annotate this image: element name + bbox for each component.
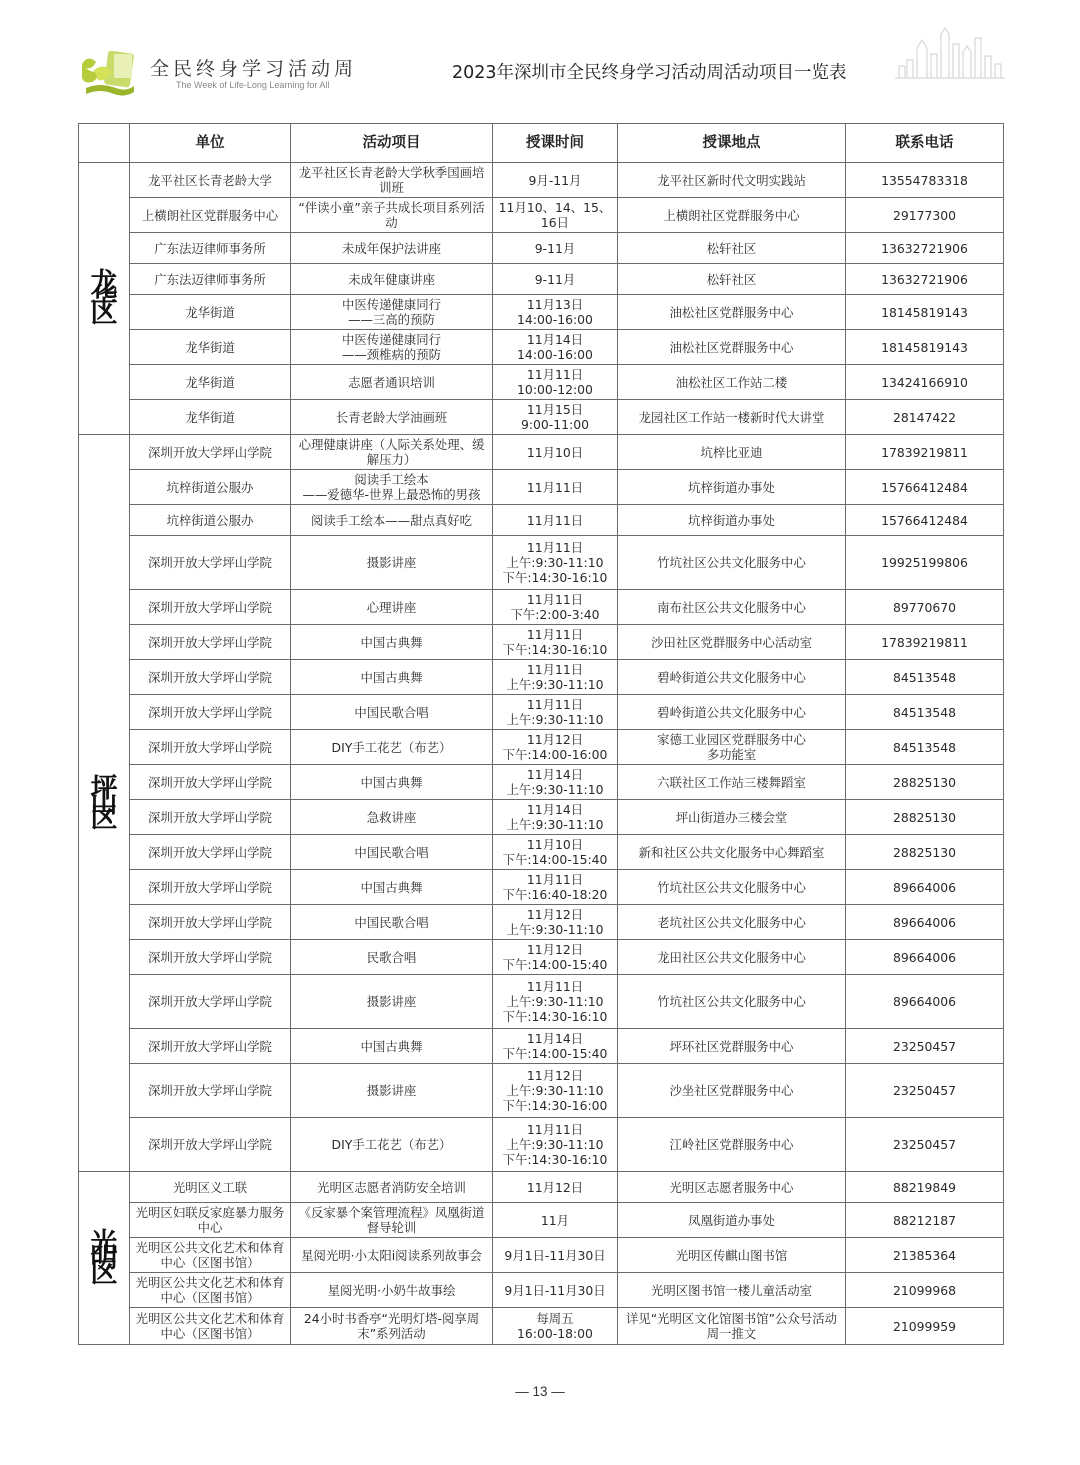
header-time: 授课时间 (493, 124, 618, 163)
cell-phone: 84513548 (846, 660, 1004, 695)
cell-unit: 坑梓街道公服办 (130, 470, 291, 505)
cell-place: 竹坑社区公共文化服务中心 (618, 870, 846, 905)
cell-phone: 13632721906 (846, 264, 1004, 295)
cell-activity: 心理讲座 (291, 590, 493, 625)
cell-phone: 13424166910 (846, 365, 1004, 400)
cell-time: 11月12日 上午:9:30-11:10 (493, 905, 618, 940)
table-row (79, 1118, 1004, 1172)
header-district (79, 124, 130, 163)
cell-time: 9月1日-11月30日 (493, 1238, 618, 1273)
cell-activity: 中国古典舞 (291, 1029, 493, 1064)
brand-english-subtitle: The Week of Life-Long Learning for All (176, 80, 330, 90)
cell-unit: 深圳开放大学坪山学院 (130, 870, 291, 905)
table-row (79, 1273, 1004, 1308)
cell-place: 竹坑社区公共文化服务中心 (618, 536, 846, 590)
cell-phone: 89664006 (846, 870, 1004, 905)
cell-place: 龙园社区工作站一楼新时代大讲堂 (618, 400, 846, 435)
cell-phone: 23250457 (846, 1118, 1004, 1172)
table-row (79, 435, 1004, 470)
cell-unit: 深圳开放大学坪山学院 (130, 435, 291, 470)
cell-place: 油松社区工作站二楼 (618, 365, 846, 400)
cell-activity: 摄影讲座 (291, 1064, 493, 1118)
cell-unit: 深圳开放大学坪山学院 (130, 1064, 291, 1118)
cell-phone: 18145819143 (846, 330, 1004, 365)
cell-activity: 长青老龄大学油画班 (291, 400, 493, 435)
cell-phone: 89664006 (846, 975, 1004, 1029)
cell-unit: 深圳开放大学坪山学院 (130, 835, 291, 870)
cell-time: 11月10日 (493, 435, 618, 470)
page-number: — 13 — (515, 1384, 565, 1399)
table-row (79, 163, 1004, 198)
cell-unit: 龙华街道 (130, 365, 291, 400)
table-row (79, 505, 1004, 536)
logo-icon (76, 48, 138, 100)
cell-unit: 光明区义工联 (130, 1172, 291, 1203)
cell-place: 坪山街道办三楼会堂 (618, 800, 846, 835)
cell-place: 凤凰街道办事处 (618, 1203, 846, 1238)
cell-place: 油松社区党群服务中心 (618, 330, 846, 365)
cell-activity: DIY手工花艺（布艺） (291, 1118, 493, 1172)
table-row (79, 730, 1004, 765)
cell-place: 光明区志愿者服务中心 (618, 1172, 846, 1203)
cell-time: 9月-11月 (493, 163, 618, 198)
cell-time: 9-11月 (493, 233, 618, 264)
cell-phone: 89770670 (846, 590, 1004, 625)
cell-place: 新和社区公共文化服务中心舞蹈室 (618, 835, 846, 870)
cell-unit: 深圳开放大学坪山学院 (130, 1118, 291, 1172)
header-activity: 活动项目 (291, 124, 493, 163)
table-row (79, 198, 1004, 233)
cell-activity: 中国民歌合唱 (291, 835, 493, 870)
cell-place: 沙田社区党群服务中心活动室 (618, 625, 846, 660)
cell-time: 11月11日 (493, 470, 618, 505)
cell-activity: 阅读手工绘本 ——爱德华-世界上最恐怖的男孩 (291, 470, 493, 505)
table-row (79, 590, 1004, 625)
table-row (79, 905, 1004, 940)
cell-phone: 21099968 (846, 1273, 1004, 1308)
cell-time: 11月10日 下午:14:00-15:40 (493, 835, 618, 870)
cell-phone: 89664006 (846, 940, 1004, 975)
cell-time: 9月1日-11月30日 (493, 1273, 618, 1308)
cell-place: 坑梓街道办事处 (618, 470, 846, 505)
cell-place: 上横朗社区党群服务中心 (618, 198, 846, 233)
cell-unit: 龙华街道 (130, 400, 291, 435)
cell-phone: 28825130 (846, 800, 1004, 835)
cell-unit: 光明区公共文化艺术和体育中心（区图书馆） (130, 1308, 291, 1345)
activity-table (78, 123, 1004, 1345)
cell-activity: 志愿者通识培训 (291, 365, 493, 400)
cell-time: 11月11日 10:00-12:00 (493, 365, 618, 400)
cell-unit: 龙平社区长青老龄大学 (130, 163, 291, 198)
cell-activity: DIY手工花艺（布艺） (291, 730, 493, 765)
cell-place: 六联社区工作站三楼舞蹈室 (618, 765, 846, 800)
cell-unit: 深圳开放大学坪山学院 (130, 660, 291, 695)
cell-unit: 上横朗社区党群服务中心 (130, 198, 291, 233)
cell-unit: 深圳开放大学坪山学院 (130, 625, 291, 660)
cell-unit: 深圳开放大学坪山学院 (130, 1029, 291, 1064)
header-unit: 单位 (130, 124, 291, 163)
table-row (79, 975, 1004, 1029)
table-row (79, 870, 1004, 905)
cell-activity: 中国古典舞 (291, 870, 493, 905)
cell-activity: 中国古典舞 (291, 765, 493, 800)
district-name: 坪山区 (90, 772, 118, 834)
cell-unit: 坑梓街道公服办 (130, 505, 291, 536)
cell-time: 9-11月 (493, 264, 618, 295)
cell-place: 家德工业园区党群服务中心 多功能室 (618, 730, 846, 765)
cell-place: 坑梓街道办事处 (618, 505, 846, 536)
table-row (79, 264, 1004, 295)
cell-activity: 中医传递健康同行 ——三高的预防 (291, 295, 493, 330)
cell-unit: 深圳开放大学坪山学院 (130, 940, 291, 975)
cell-place: 龙田社区公共文化服务中心 (618, 940, 846, 975)
cell-time: 11月14日 14:00-16:00 (493, 330, 618, 365)
cell-unit: 龙华街道 (130, 295, 291, 330)
table-row (79, 1308, 1004, 1345)
cell-time: 11月14日 上午:9:30-11:10 (493, 800, 618, 835)
cell-activity: 中国古典舞 (291, 660, 493, 695)
cell-activity: 急救讲座 (291, 800, 493, 835)
cell-unit: 深圳开放大学坪山学院 (130, 536, 291, 590)
table-row (79, 536, 1004, 590)
cell-phone: 89664006 (846, 905, 1004, 940)
cell-time: 11月12日 下午:14:00-15:40 (493, 940, 618, 975)
header-place: 授课地点 (618, 124, 846, 163)
cell-unit: 光明区公共文化艺术和体育中心（区图书馆） (130, 1273, 291, 1308)
cell-place: 光明区图书馆一楼儿童活动室 (618, 1273, 846, 1308)
cell-time: 11月11日 下午:14:30-16:10 (493, 625, 618, 660)
cell-activity: 心理健康讲座（人际关系处理、缓解压力） (291, 435, 493, 470)
cell-time: 11月11日 (493, 505, 618, 536)
cell-place: 碧岭街道公共文化服务中心 (618, 660, 846, 695)
table-row (79, 470, 1004, 505)
table-row (79, 1064, 1004, 1118)
cell-place: 南布社区公共文化服务中心 (618, 590, 846, 625)
table-row (79, 835, 1004, 870)
cell-unit: 光明区妇联反家庭暴力服务中心 (130, 1203, 291, 1238)
cell-phone: 13632721906 (846, 233, 1004, 264)
cell-activity: 阅读手工绘本——甜点真好吃 (291, 505, 493, 536)
table-row (79, 295, 1004, 330)
cell-unit: 深圳开放大学坪山学院 (130, 975, 291, 1029)
cell-place: 老坑社区公共文化服务中心 (618, 905, 846, 940)
district-label (79, 1172, 130, 1345)
cell-phone: 15766412484 (846, 505, 1004, 536)
district-name: 龙华区 (90, 268, 118, 329)
cell-activity: “伴读小童”亲子共成长项目系列活动 (291, 198, 493, 233)
cell-activity: 《反家暴个案管理流程》凤凰街道督导轮训 (291, 1203, 493, 1238)
cell-activity: 中医传递健康同行 ——颈椎病的预防 (291, 330, 493, 365)
cell-place: 光明区传麒山图书馆 (618, 1238, 846, 1273)
cell-place: 松轩社区 (618, 233, 846, 264)
cell-activity: 中国民歌合唱 (291, 695, 493, 730)
cell-time: 11月15日 9:00-11:00 (493, 400, 618, 435)
cell-place: 江岭社区党群服务中心 (618, 1118, 846, 1172)
cell-unit: 深圳开放大学坪山学院 (130, 765, 291, 800)
cell-activity: 中国古典舞 (291, 625, 493, 660)
cell-time: 11月13日 14:00-16:00 (493, 295, 618, 330)
cell-phone: 84513548 (846, 730, 1004, 765)
cell-activity: 星阅光明·小奶牛故事绘 (291, 1273, 493, 1308)
cell-phone: 88212187 (846, 1203, 1004, 1238)
cell-time: 11月12日 下午:14:00-16:00 (493, 730, 618, 765)
cell-place: 碧岭街道公共文化服务中心 (618, 695, 846, 730)
cell-place: 坪环社区党群服务中心 (618, 1029, 846, 1064)
cell-unit: 广东法迈律师事务所 (130, 264, 291, 295)
cell-phone: 29177300 (846, 198, 1004, 233)
table-row (79, 800, 1004, 835)
cell-activity: 龙平社区长青老龄大学秋季国画培训班 (291, 163, 493, 198)
cell-place: 坑梓比亚迪 (618, 435, 846, 470)
cell-place: 竹坑社区公共文化服务中心 (618, 975, 846, 1029)
table-row (79, 330, 1004, 365)
cell-time: 11月10、14、15、16日 (493, 198, 618, 233)
cell-phone: 13554783318 (846, 163, 1004, 198)
cell-time: 每周五 16:00-18:00 (493, 1308, 618, 1345)
table-row (79, 1172, 1004, 1203)
cell-activity: 光明区志愿者消防安全培训 (291, 1172, 493, 1203)
cell-time: 11月11日 上午:9:30-11:10 下午:14:30-16:10 (493, 536, 618, 590)
cell-activity: 星阅光明·小太阳i阅读系列故事会 (291, 1238, 493, 1273)
cell-phone: 23250457 (846, 1029, 1004, 1064)
cell-phone: 28147422 (846, 400, 1004, 435)
cell-activity: 摄影讲座 (291, 975, 493, 1029)
cell-unit: 广东法迈律师事务所 (130, 233, 291, 264)
cell-time: 11月 (493, 1203, 618, 1238)
brand-name: 全民终身学习活动周 (150, 58, 358, 80)
cell-phone: 23250457 (846, 1064, 1004, 1118)
cell-place: 松轩社区 (618, 264, 846, 295)
cell-time: 11月11日 上午:9:30-11:10 下午:14:30-16:10 (493, 975, 618, 1029)
table-row (79, 940, 1004, 975)
cell-place: 龙平社区新时代文明实践站 (618, 163, 846, 198)
cell-phone: 17839219811 (846, 435, 1004, 470)
cell-time: 11月11日 下午:2:00-3:40 (493, 590, 618, 625)
cell-unit: 深圳开放大学坪山学院 (130, 730, 291, 765)
cell-phone: 84513548 (846, 695, 1004, 730)
table-row (79, 1203, 1004, 1238)
cell-activity: 民歌合唱 (291, 940, 493, 975)
cell-time: 11月14日 下午:14:00-15:40 (493, 1029, 618, 1064)
table-body (79, 163, 1004, 1345)
cell-place: 沙坐社区党群服务中心 (618, 1064, 846, 1118)
cell-phone: 21385364 (846, 1238, 1004, 1273)
document-title: 2023年深圳市全民终身学习活动周活动项目一览表 (452, 63, 847, 83)
cell-time: 11月14日 上午:9:30-11:10 (493, 765, 618, 800)
cell-unit: 龙华街道 (130, 330, 291, 365)
cell-phone: 21099959 (846, 1308, 1004, 1345)
cell-unit: 深圳开放大学坪山学院 (130, 800, 291, 835)
cell-phone: 88219849 (846, 1172, 1004, 1203)
cell-phone: 28825130 (846, 765, 1004, 800)
cell-phone: 15766412484 (846, 470, 1004, 505)
cell-time: 11月12日 上午:9:30-11:10 下午:14:30-16:00 (493, 1064, 618, 1118)
district-label (79, 163, 130, 435)
table-row (79, 233, 1004, 264)
table-row (79, 400, 1004, 435)
district-label (79, 435, 130, 1172)
cell-time: 11月11日 下午:16:40-18:20 (493, 870, 618, 905)
cell-unit: 深圳开放大学坪山学院 (130, 905, 291, 940)
cell-phone: 17839219811 (846, 625, 1004, 660)
table-header-row (79, 124, 1004, 163)
cell-activity: 未成年健康讲座 (291, 264, 493, 295)
cell-activity: 24小时书香亭“光明灯塔-阅享周末”系列活动 (291, 1308, 493, 1345)
cell-activity: 中国民歌合唱 (291, 905, 493, 940)
cell-time: 11月11日 上午:9:30-11:10 (493, 660, 618, 695)
cell-unit: 光明区公共文化艺术和体育中心（区图书馆） (130, 1238, 291, 1273)
cell-activity: 摄影讲座 (291, 536, 493, 590)
cell-time: 11月11日 上午:9:30-11:10 下午:14:30-16:10 (493, 1118, 618, 1172)
header-phone: 联系电话 (846, 124, 1004, 163)
cell-time: 11月12日 (493, 1172, 618, 1203)
table-row (79, 625, 1004, 660)
table-row (79, 1029, 1004, 1064)
cell-unit: 深圳开放大学坪山学院 (130, 695, 291, 730)
cell-phone: 18145819143 (846, 295, 1004, 330)
cell-phone: 19925199806 (846, 536, 1004, 590)
table-row (79, 695, 1004, 730)
cell-unit: 深圳开放大学坪山学院 (130, 590, 291, 625)
cell-phone: 28825130 (846, 835, 1004, 870)
cell-place: 详见“光明区文化馆图书馆”公众号活动周一推文 (618, 1308, 846, 1345)
cell-place: 油松社区党群服务中心 (618, 295, 846, 330)
page-header (0, 0, 1080, 110)
skyline-icon (895, 26, 1005, 80)
cell-activity: 未成年保护法讲座 (291, 233, 493, 264)
table-row (79, 660, 1004, 695)
table-row (79, 365, 1004, 400)
cell-time: 11月11日 上午:9:30-11:10 (493, 695, 618, 730)
district-name: 光明区 (90, 1227, 118, 1289)
table-row (79, 765, 1004, 800)
table-row (79, 1238, 1004, 1273)
